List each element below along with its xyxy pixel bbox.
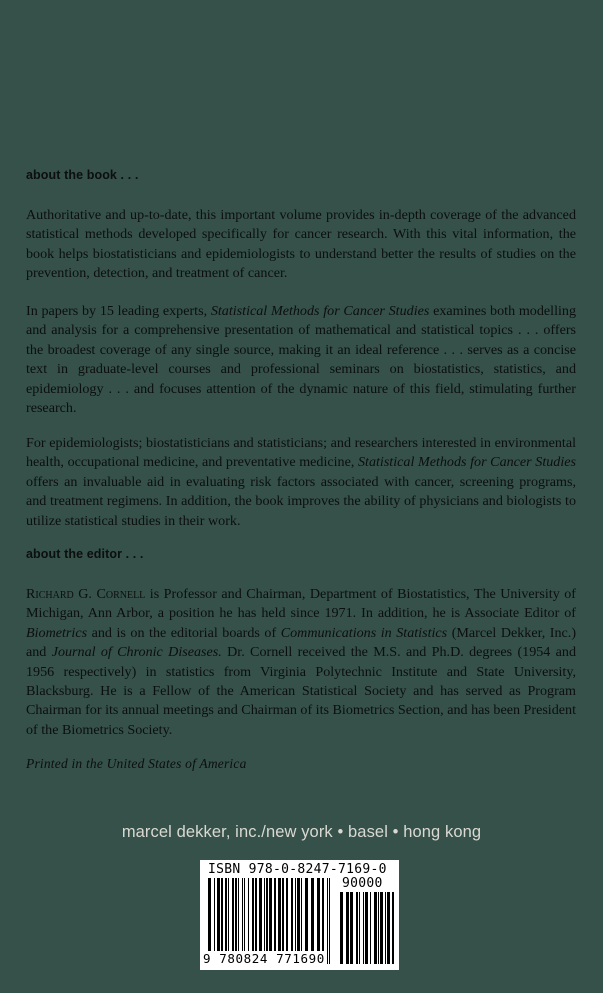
journal-chronic-diseases: Journal of Chronic Diseases. <box>51 644 222 661</box>
about-editor-paragraph <box>26 585 576 740</box>
about-book-heading: about the book . . . <box>26 168 139 182</box>
editor-text-3: (Marcel Dekker, Inc.) and <box>26 624 577 661</box>
addon-bars <box>340 892 394 964</box>
price-code: 90000 <box>342 876 383 891</box>
editor-name: Richard G. Cornell <box>26 586 146 602</box>
p2-text-start: In papers by 15 leading experts, <box>26 303 211 319</box>
p3-text-end: offers an invaluable aid in evaluating risk factors associated with cancer, screening programs, and treatment regimens. In addition, the book improves the ability of physicians and biologists to utilize statistical studies in their work. <box>26 473 576 529</box>
isbn-barcode <box>200 860 399 970</box>
publisher-line: marcel dekker, inc./new york • basel • hong kong <box>121 823 482 841</box>
p3-text-start: For epidemiologists; biostatisticians and statisticians; and researchers interested in environmental health, occupational medicine, and preventative medicine, <box>26 435 576 471</box>
about-book-paragraph-1: Authoritative and up-to-date, this important volume provides in-depth coverage of the advanced statistical methods developed specifically for cancer research. With this vital information, the book helps biostatisticians and epidemiologists to understand better the results of studies on the prevention, detection, and treatment of cancer. <box>26 207 576 282</box>
isbn-number: ISBN 978-0-8247-7169-0 <box>208 862 387 877</box>
about-book-paragraph-3 <box>26 434 576 531</box>
about-editor-heading: about the editor . . . <box>26 547 144 561</box>
ean-digits: 9 780824 771690 <box>203 951 325 966</box>
p2-book-title: Statistical Methods for Cancer Studies <box>210 303 430 319</box>
journal-biometrics: Biometrics <box>26 624 88 641</box>
p2-text-end: examines both modelling and analysis for a comprehensive presentation of mathematical and statistical topics . . . offers the broadest coverage of any single source, making it an ideal reference . . . serves as a concise text in graduate-level courses and professional seminars on biostatistics, statistics, and epidemiology . . . and focuses attention of the dynamic nature of this field, stimulating further research. <box>26 303 577 417</box>
journal-communications: Communications in Statistics <box>280 624 448 641</box>
editor-text-4: Dr. Cornell received the M.S. and Ph.D. degrees (1954 and 1956 respectively) in statistics from Virginia Polytechnic Institute and State University, Blacksburg. He is a Fellow of the American Statistical Society and has served as Program Chairman for its annual meetings and Chairman of its Biometrics Section, and has been President of the Biometrics Society. <box>26 644 577 738</box>
about-book-paragraph-2 <box>26 302 576 418</box>
printed-notice: Printed in the United States of America <box>26 756 247 771</box>
editor-text-1: is Professor and Chairman, Department of Biostatistics, The University of Michigan, Ann Arbor, a position he has held since 1971. In addition, he is Associate Editor of <box>26 586 576 622</box>
editor-text-2: and is on the editorial boards of <box>87 624 281 641</box>
p3-book-title: Statistical Methods for Cancer Studies <box>357 454 576 471</box>
